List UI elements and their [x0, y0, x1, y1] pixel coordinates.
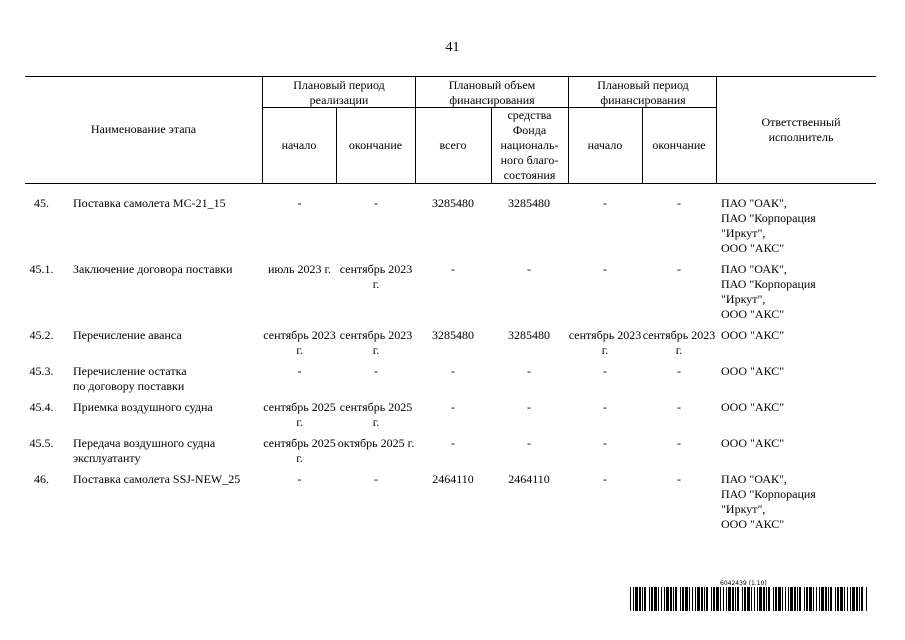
fin-end: -	[677, 400, 681, 414]
fin-start: -	[603, 262, 607, 276]
barcode-bar	[859, 587, 860, 611]
executor	[721, 436, 876, 451]
barcode-bar	[794, 587, 796, 611]
stage-name	[73, 328, 263, 343]
executor	[721, 262, 876, 322]
executor-line: ПАО "Корпорация	[721, 487, 816, 501]
barcode-bar	[661, 587, 662, 611]
barcode-bar	[651, 587, 653, 611]
barcode-bar	[695, 587, 696, 611]
barcode	[630, 587, 868, 611]
barcode-bar	[852, 587, 855, 611]
header-end: окончание	[348, 138, 403, 152]
executor-line: "Иркут",	[721, 502, 766, 516]
fin-fund: 2464110	[508, 472, 550, 486]
barcode-bar	[639, 587, 641, 611]
barcode-bar	[754, 587, 755, 611]
impl-start: -	[297, 472, 302, 486]
barcode-bar	[630, 587, 631, 611]
header-financing-period: Плановый период финансирования	[597, 78, 689, 107]
impl-start: -	[297, 196, 302, 210]
barcode-bar	[689, 587, 690, 611]
barcode-bar	[757, 587, 758, 611]
barcode-bar	[813, 587, 814, 611]
header-executor: Ответственный исполнитель	[761, 115, 841, 144]
barcode-bar	[697, 587, 700, 611]
impl-start: сентябрь 2023 г.	[263, 328, 336, 357]
fin-total: 3285480	[432, 328, 474, 342]
header-fund-line: националь-	[500, 138, 559, 152]
impl-end: октябрь 2025 г.	[337, 436, 415, 450]
barcode-bar	[788, 587, 789, 611]
barcode-bar	[763, 587, 765, 611]
barcode-bar	[723, 587, 724, 611]
stage-name	[73, 472, 263, 487]
impl-end: -	[374, 196, 378, 210]
barcode-bar	[766, 587, 767, 611]
divider	[568, 77, 569, 183]
barcode-bar	[856, 587, 858, 611]
barcode-bar	[713, 587, 715, 611]
executor-line: ООО "АКС"	[721, 517, 785, 531]
barcode-bar	[642, 587, 643, 611]
fin-end: -	[677, 196, 681, 210]
header-implementation-period: Плановый период реализации	[293, 78, 385, 107]
impl-start: -	[297, 364, 302, 378]
header-fund-line: состояния	[503, 168, 556, 182]
executor-line: "Иркут",	[721, 226, 766, 240]
barcode-bar	[775, 587, 777, 611]
barcode-bar	[799, 587, 801, 611]
barcode-bar	[720, 587, 721, 611]
barcode-bar	[649, 587, 650, 611]
barcode-bar	[840, 587, 843, 611]
fin-total: 2464110	[432, 472, 474, 486]
executor	[721, 364, 876, 379]
barcode-bar	[782, 587, 783, 611]
header-total: всего	[439, 138, 467, 152]
header-fund-line: ного благо-	[500, 153, 559, 167]
row-number: 45.	[34, 196, 49, 210]
stage-name-line: Заключение договора поставки	[73, 262, 233, 276]
barcode-bar	[747, 587, 750, 611]
fin-fund: -	[527, 400, 531, 414]
impl-end: сентябрь 2023 г.	[339, 328, 413, 357]
header-fund-line: Фонда	[512, 123, 547, 137]
header-start: начало	[281, 138, 317, 152]
divider	[716, 77, 717, 183]
fin-start: -	[603, 472, 607, 486]
fin-start: сентябрь 2023 г.	[568, 328, 642, 357]
stage-name	[73, 262, 263, 277]
stage-name	[73, 436, 263, 466]
impl-end: сентябрь 2023 г.	[339, 262, 413, 291]
stage-name	[73, 400, 263, 415]
barcode-bar	[633, 587, 634, 611]
impl-start: сентябрь 2025 г.	[263, 436, 336, 465]
header-fund-line: средства	[507, 108, 552, 122]
fin-fund: 3285480	[508, 196, 550, 210]
executor-line: ООО "АКС"	[721, 307, 785, 321]
barcode-bar	[768, 587, 770, 611]
barcode-bar	[861, 587, 863, 611]
executor-line: ПАО "ОАК",	[721, 262, 787, 276]
barcode-label: 6042439 (1.10)	[720, 580, 767, 587]
executor-line: ПАО "ОАК",	[721, 472, 787, 486]
fin-total: 3285480	[432, 196, 474, 210]
barcode-bar	[728, 587, 731, 611]
barcode-bar	[809, 587, 812, 611]
fin-total: -	[451, 400, 455, 414]
fin-end: -	[677, 472, 681, 486]
executor-line: ПАО "ОАК",	[721, 196, 787, 210]
barcode-bar	[706, 587, 708, 611]
barcode-bar	[670, 587, 672, 611]
barcode-bar	[847, 587, 848, 611]
barcode-bar	[785, 587, 786, 611]
stage-name-line: Перечисление остатка	[73, 364, 187, 378]
barcode-bar	[654, 587, 657, 611]
barcode-bar	[680, 587, 681, 611]
barcode-bar	[828, 587, 829, 611]
fin-fund: -	[527, 436, 531, 450]
barcode-bar	[675, 587, 677, 611]
barcode-bar	[658, 587, 659, 611]
barcode-bar	[844, 587, 845, 611]
executor-line: ООО "АКС"	[721, 364, 785, 378]
barcode-bar	[685, 587, 688, 611]
impl-end: сентябрь 2025 г.	[339, 400, 413, 429]
barcode-bar	[666, 587, 669, 611]
executor-line: ООО "АКС"	[721, 400, 785, 414]
divider	[262, 77, 263, 183]
barcode-bar	[759, 587, 762, 611]
barcode-bar	[704, 587, 705, 611]
fin-start: -	[603, 196, 607, 210]
row-number: 45.5.	[29, 436, 54, 450]
barcode-bar	[682, 587, 684, 611]
impl-end: -	[374, 472, 378, 486]
barcode-bar	[737, 587, 739, 611]
header-fund	[491, 108, 568, 183]
barcode-bar	[726, 587, 727, 611]
barcode-bar	[716, 587, 719, 611]
barcode-bar	[773, 587, 774, 611]
executor-line: "Иркут",	[721, 292, 766, 306]
page-number: 41	[445, 40, 460, 55]
impl-start: июль 2023 г.	[267, 262, 332, 276]
barcode-bar	[835, 587, 836, 611]
row-number: 45.1.	[29, 262, 54, 276]
executor-line: ПАО "Корпорация	[721, 211, 816, 225]
barcode-bar	[778, 587, 781, 611]
row-number: 45.4.	[29, 400, 54, 414]
stage-name-line: эксплуатанту	[73, 451, 141, 465]
stage-name-line: Передача воздушного судна	[73, 436, 216, 450]
stage-name-line: Перечисление аванса	[73, 328, 182, 342]
barcode-bar	[830, 587, 832, 611]
header-stage-name: Наименование этапа	[90, 122, 197, 136]
fin-start: -	[603, 400, 607, 414]
executor	[721, 328, 876, 343]
barcode-bar	[751, 587, 752, 611]
fin-total: -	[451, 364, 455, 378]
executor	[721, 400, 876, 415]
fin-end: -	[677, 364, 681, 378]
fin-start: -	[603, 364, 607, 378]
barcode-bar	[692, 587, 693, 611]
barcode-bar	[790, 587, 793, 611]
barcode-bar	[664, 587, 665, 611]
barcode-bar	[850, 587, 851, 611]
impl-start: сентябрь 2025 г.	[263, 400, 336, 429]
stage-name	[73, 364, 263, 394]
fin-end: -	[677, 436, 681, 450]
barcode-bar	[837, 587, 839, 611]
barcode-bar	[644, 587, 646, 611]
barcode-bar	[701, 587, 703, 611]
barcode-bar	[742, 587, 743, 611]
executor-line: ООО "АКС"	[721, 241, 785, 255]
header-fin-end: окончание	[652, 138, 706, 152]
barcode-bar	[816, 587, 817, 611]
fin-end: сентябрь 2023 г.	[642, 328, 716, 357]
barcode-bar	[744, 587, 746, 611]
fin-total: -	[451, 436, 455, 450]
barcode-bar	[821, 587, 824, 611]
executor-line: ООО "АКС"	[721, 436, 785, 450]
barcode-bar	[732, 587, 734, 611]
barcode-bar	[806, 587, 808, 611]
barcode-bar	[673, 587, 674, 611]
table-header	[25, 76, 876, 184]
stage-name-line: Поставка самолета SSJ-NEW_25	[73, 472, 241, 486]
divider	[415, 77, 416, 183]
fin-total: -	[451, 262, 455, 276]
barcode-bar	[797, 587, 798, 611]
fin-end: -	[677, 262, 681, 276]
executor-line: ООО "АКС"	[721, 328, 785, 342]
fin-start: -	[603, 436, 607, 450]
stage-name	[73, 196, 263, 211]
row-number: 45.3.	[29, 364, 54, 378]
row-number: 46.	[34, 472, 49, 486]
barcode-bar	[825, 587, 827, 611]
barcode-bar	[866, 587, 867, 611]
barcode-bar	[819, 587, 820, 611]
header-financing-volume: Плановый объем финансирования	[448, 78, 536, 107]
fin-fund: -	[527, 262, 531, 276]
barcode-bar	[735, 587, 736, 611]
row-number: 45.2.	[29, 328, 54, 342]
executor-line: ПАО "Корпорация	[721, 277, 816, 291]
barcode-bar	[635, 587, 638, 611]
fin-fund: -	[527, 364, 531, 378]
stage-name-line: Приемка воздушного судна	[73, 400, 213, 414]
stage-name-line: по договору поставки	[73, 379, 185, 393]
stage-name-line: Поставка самолета МС-21_15	[73, 196, 226, 210]
barcode-bar	[711, 587, 712, 611]
fin-fund: 3285480	[508, 328, 550, 342]
executor	[721, 196, 876, 256]
impl-end: -	[374, 364, 378, 378]
executor	[721, 472, 876, 532]
header-fin-start: начало	[587, 138, 623, 152]
barcode-bar	[804, 587, 805, 611]
